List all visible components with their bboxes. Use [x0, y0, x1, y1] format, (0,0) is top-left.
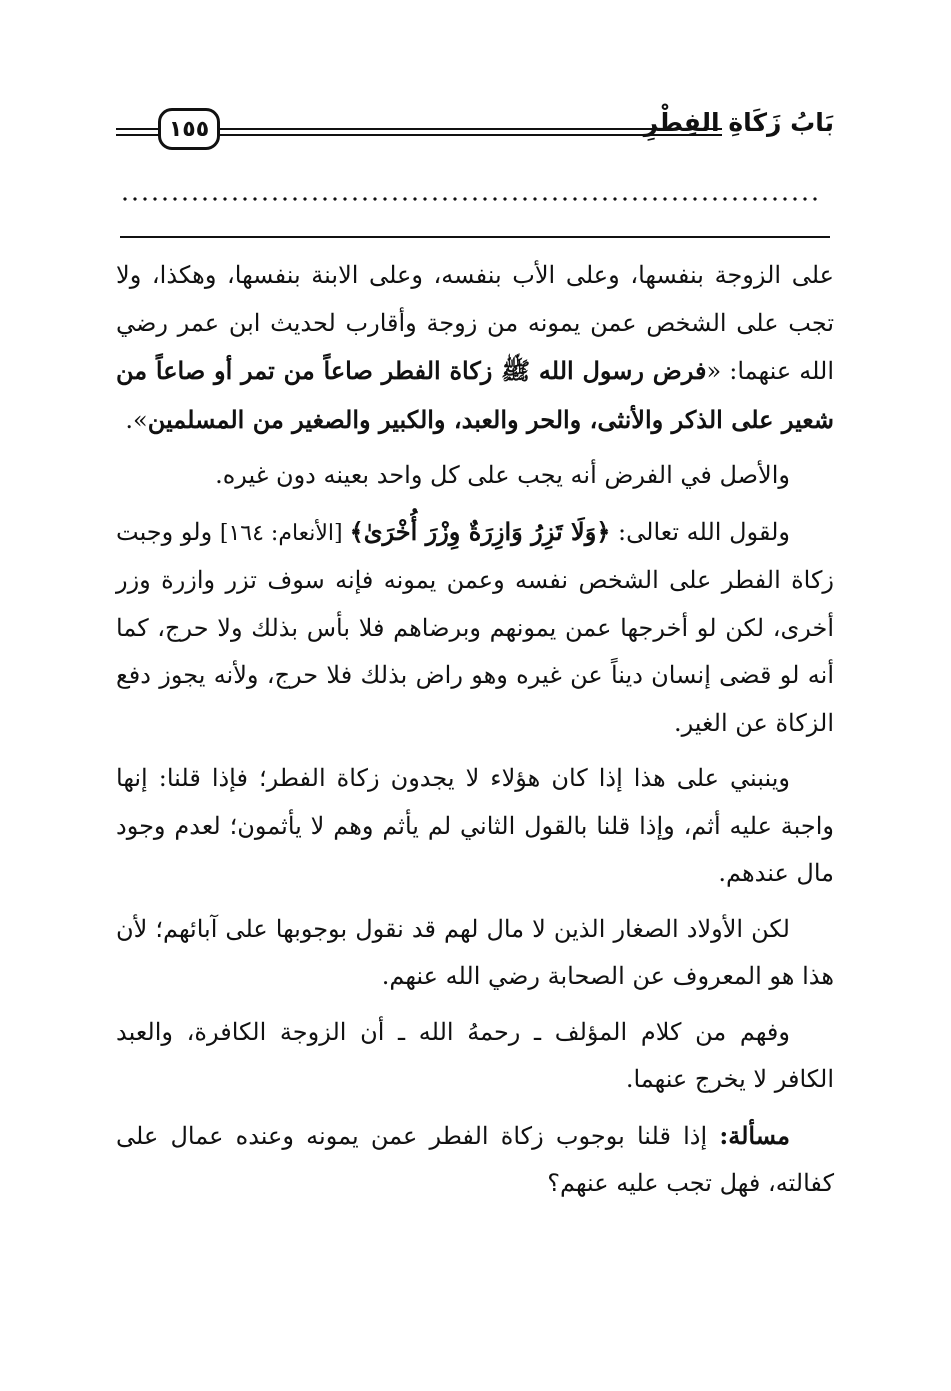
- paragraph-text: ولقول الله تعالى:: [610, 517, 790, 546]
- separator-rule: [120, 236, 830, 238]
- hadith-quote: فرض رسول الله ﷺ زكاة الفطر صاعاً من تمر أو صاعاً من شعير على الذكر والأنثى، والحر والعبد، والكبير والصغير من المسلمين: [116, 356, 834, 434]
- header-rule: [116, 128, 160, 130]
- paragraph: [116, 1112, 834, 1208]
- paragraph: وينبني على هذا إذا كان هؤلاء لا يجدون زكاة الفطر؛ فإذا قلنا: إنها واجبة عليه أثم، وإذا قلنا بالقول الثاني لم يأثم وهم لا يأثمون؛ لعدم وجود مال عندهم.: [116, 764, 834, 887]
- header-rule: [116, 134, 160, 136]
- quran-verse: ﴿وَلَا تَزِرُ وَازِرَةٌ وِزْرَ أُخْرَىٰ﴾: [349, 516, 611, 546]
- paragraph: [116, 508, 834, 748]
- body-text: [116, 252, 834, 1216]
- dotted-separator: [120, 196, 820, 202]
- paragraph: وفهم من كلام المؤلف ـ رحمهُ الله ـ أن الزوجة الكافرة، والعبد الكافر لا يخرج عنهما.: [116, 1017, 834, 1093]
- paragraph-text: ».: [125, 405, 148, 434]
- page-number: ١٥٥: [158, 108, 220, 150]
- chapter-title: بَابُ زَكَاةِ الفِطْرِ: [643, 108, 834, 137]
- verse-reference: [الأنعام: ١٦٤]: [219, 520, 350, 546]
- paragraph-text: على الزوجة بنفسها، وعلى الأب بنفسه، وعلى الابنة بنفسها، وهكذا، ولا تجب على الشخص عمن يمونه من زوجة وأقارب لحديث ابن عمر رضي الله عنهما: «: [116, 261, 834, 385]
- page-header: [116, 104, 834, 160]
- paragraph-text: إذا قلنا بوجوب زكاة الفطر عمن يمونه وعنده عمال على كفالته، فهل تجب عليه عنهم؟: [116, 1121, 834, 1197]
- paragraph: والأصل في الفرض أنه يجب على كل واحد بعينه دون غيره.: [215, 461, 790, 489]
- paragraph: لكن الأولاد الصغار الذين لا مال لهم قد نقول بوجوبها على آبائهم؛ لأن هذا هو المعروف عن الصحابة رضي الله عنهم.: [116, 914, 834, 990]
- issue-label: مسألة:: [719, 1120, 790, 1150]
- paragraph-text: ولو وجبت زكاة الفطر على الشخص نفسه وعمن يمونه فإنه سوف تزر وازرة وزر أخرى، لكن لو أخرجها عمن يمونهم وبرضاهم فلا بأس بذلك ولا حرج، كما أنه لو قضى إنسان ديناً عن غيره وهو راض بذلك فلا حرج، ولأنه يجوز دفع الزكاة عن الغير.: [116, 517, 834, 737]
- paragraph: [116, 252, 834, 444]
